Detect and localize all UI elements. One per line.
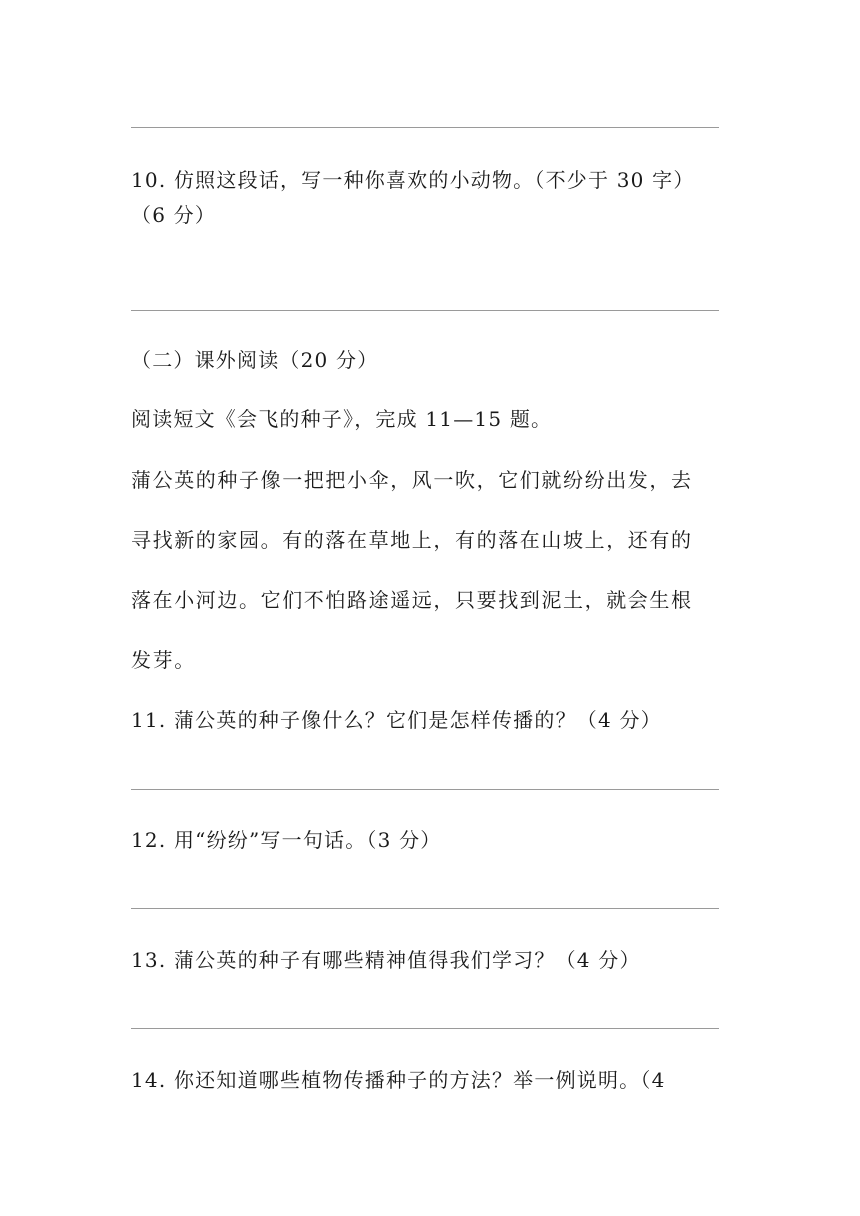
reading-instruction: 阅读短文《会飞的种子》，完成 11—15 题。 xyxy=(131,407,553,431)
answer-line-q13 xyxy=(131,1028,719,1029)
question-11: 11. 蒲公英的种子像什么？它们是怎样传播的？（4 分） xyxy=(131,708,662,732)
question-14: 14. 你还知道哪些植物传播种子的方法？举一例说明。（4 xyxy=(131,1068,666,1092)
section-heading: （二）课外阅读（20 分） xyxy=(131,348,379,372)
passage-line-1: 蒲公英的种子像一把把小伞，风一吹，它们就纷纷出发，去 xyxy=(131,468,693,492)
passage-line-3: 落在小河边。它们不怕路途遥远，只要找到泥土，就会生根 xyxy=(131,588,693,612)
question-10-line2: （6 分） xyxy=(131,203,217,227)
passage-line-4: 发芽。 xyxy=(131,648,196,672)
question-12: 12. 用“纷纷”写一句话。（3 分） xyxy=(131,828,442,852)
answer-line-q10 xyxy=(131,310,719,311)
answer-line-q11 xyxy=(131,789,719,790)
passage-line-2: 寻找新的家园。有的落在草地上，有的落在山坡上，还有的 xyxy=(131,528,693,552)
reading-passage xyxy=(131,450,731,690)
answer-line-q12 xyxy=(131,908,719,909)
answer-line-top xyxy=(131,127,719,128)
question-10-line1: 10. 仿照这段话，写一种你喜欢的小动物。（不少于 30 字） xyxy=(131,168,695,192)
question-13: 13. 蒲公英的种子有哪些精神值得我们学习？（4 分） xyxy=(131,948,641,972)
